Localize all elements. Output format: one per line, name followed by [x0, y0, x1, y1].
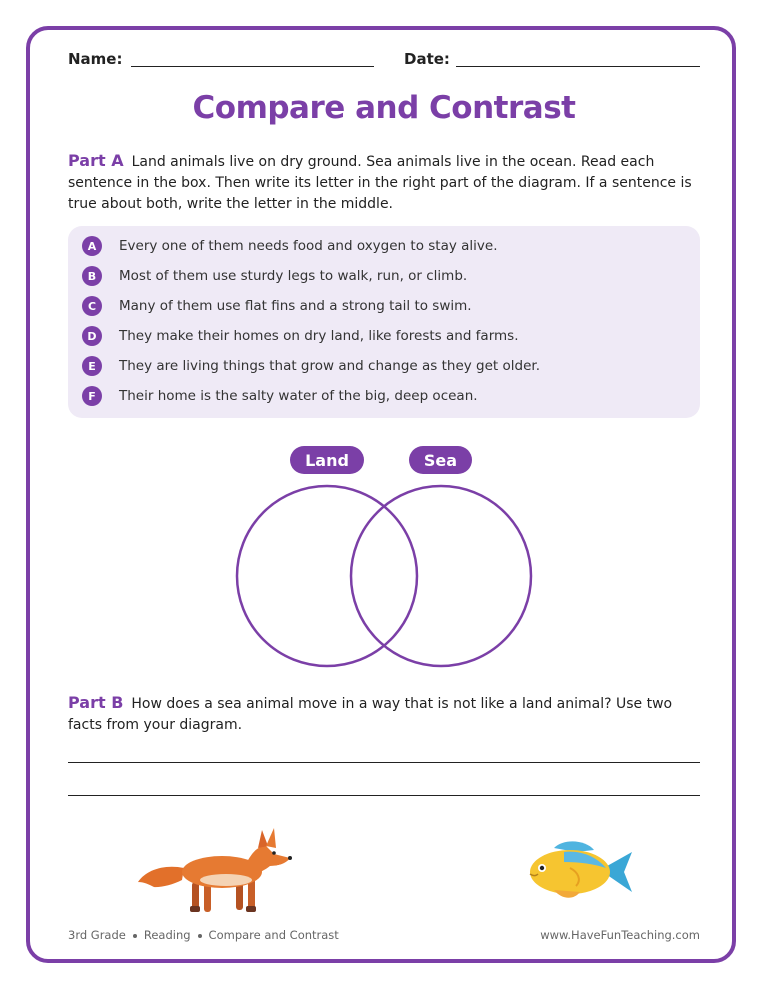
part-b-paragraph — [68, 692, 708, 736]
bullet-icon — [133, 934, 137, 938]
footer-grade: 3rd Grade — [68, 928, 126, 942]
footer-breadcrumb — [68, 928, 339, 942]
statement-item — [82, 291, 472, 321]
letter-badge: E — [82, 356, 102, 376]
part-a-label: Part A — [68, 151, 124, 170]
statement-item — [82, 231, 497, 261]
venn-circle-sea — [351, 486, 531, 666]
statement-text: Many of them use flat fins and a strong tail to swim. — [119, 298, 472, 314]
part-a-paragraph — [68, 150, 708, 215]
part-b-question: How does a sea animal move in a way that is not like a land animal? Use two facts from your diagram. — [68, 696, 673, 733]
footer-topic: Compare and Contrast — [208, 928, 339, 942]
statement-text: They make their homes on dry land, like forests and farms. — [119, 328, 519, 344]
bullet-icon — [198, 934, 202, 938]
fish-illustration — [524, 838, 636, 904]
statement-item — [82, 381, 478, 411]
answer-line[interactable] — [68, 762, 700, 763]
footer-subject: Reading — [143, 928, 191, 942]
date-label: Date: — [404, 50, 450, 68]
name-label: Name: — [68, 50, 123, 68]
statement-item — [82, 261, 467, 291]
venn-circle-land — [237, 486, 417, 666]
part-a-instructions: Land animals live on dry ground. Sea animals live in the ocean. Read each sentence in the box. Then write its letter in the right part of the diagram. If a sentence is true about both, write the letter in the middle. — [68, 154, 692, 212]
footer-site[interactable]: www.HaveFunTeaching.com — [540, 928, 700, 942]
letter-badge: B — [82, 266, 102, 286]
statement-item — [82, 351, 540, 381]
statement-text: They are living things that grow and change as they get older. — [119, 358, 540, 374]
letter-badge: A — [82, 236, 102, 256]
venn-diagram[interactable] — [0, 476, 768, 676]
statement-text: Every one of them needs food and oxygen to stay alive. — [119, 238, 498, 254]
statement-box — [68, 226, 700, 418]
name-line[interactable] — [131, 66, 374, 67]
venn-label-sea: Sea — [409, 446, 472, 474]
letter-badge: F — [82, 386, 102, 406]
statement-text: Their home is the salty water of the big, deep ocean. — [119, 388, 478, 404]
date-line[interactable] — [456, 66, 700, 67]
fox-illustration — [134, 820, 294, 916]
part-b-label: Part B — [68, 693, 124, 712]
page-title: Compare and Contrast — [192, 90, 576, 126]
statement-text: Most of them use sturdy legs to walk, run, or climb. — [119, 268, 468, 284]
venn-label-land: Land — [290, 446, 364, 474]
letter-badge: C — [82, 296, 102, 316]
statement-item — [82, 321, 519, 351]
letter-badge: D — [82, 326, 102, 346]
answer-line[interactable] — [68, 795, 700, 796]
